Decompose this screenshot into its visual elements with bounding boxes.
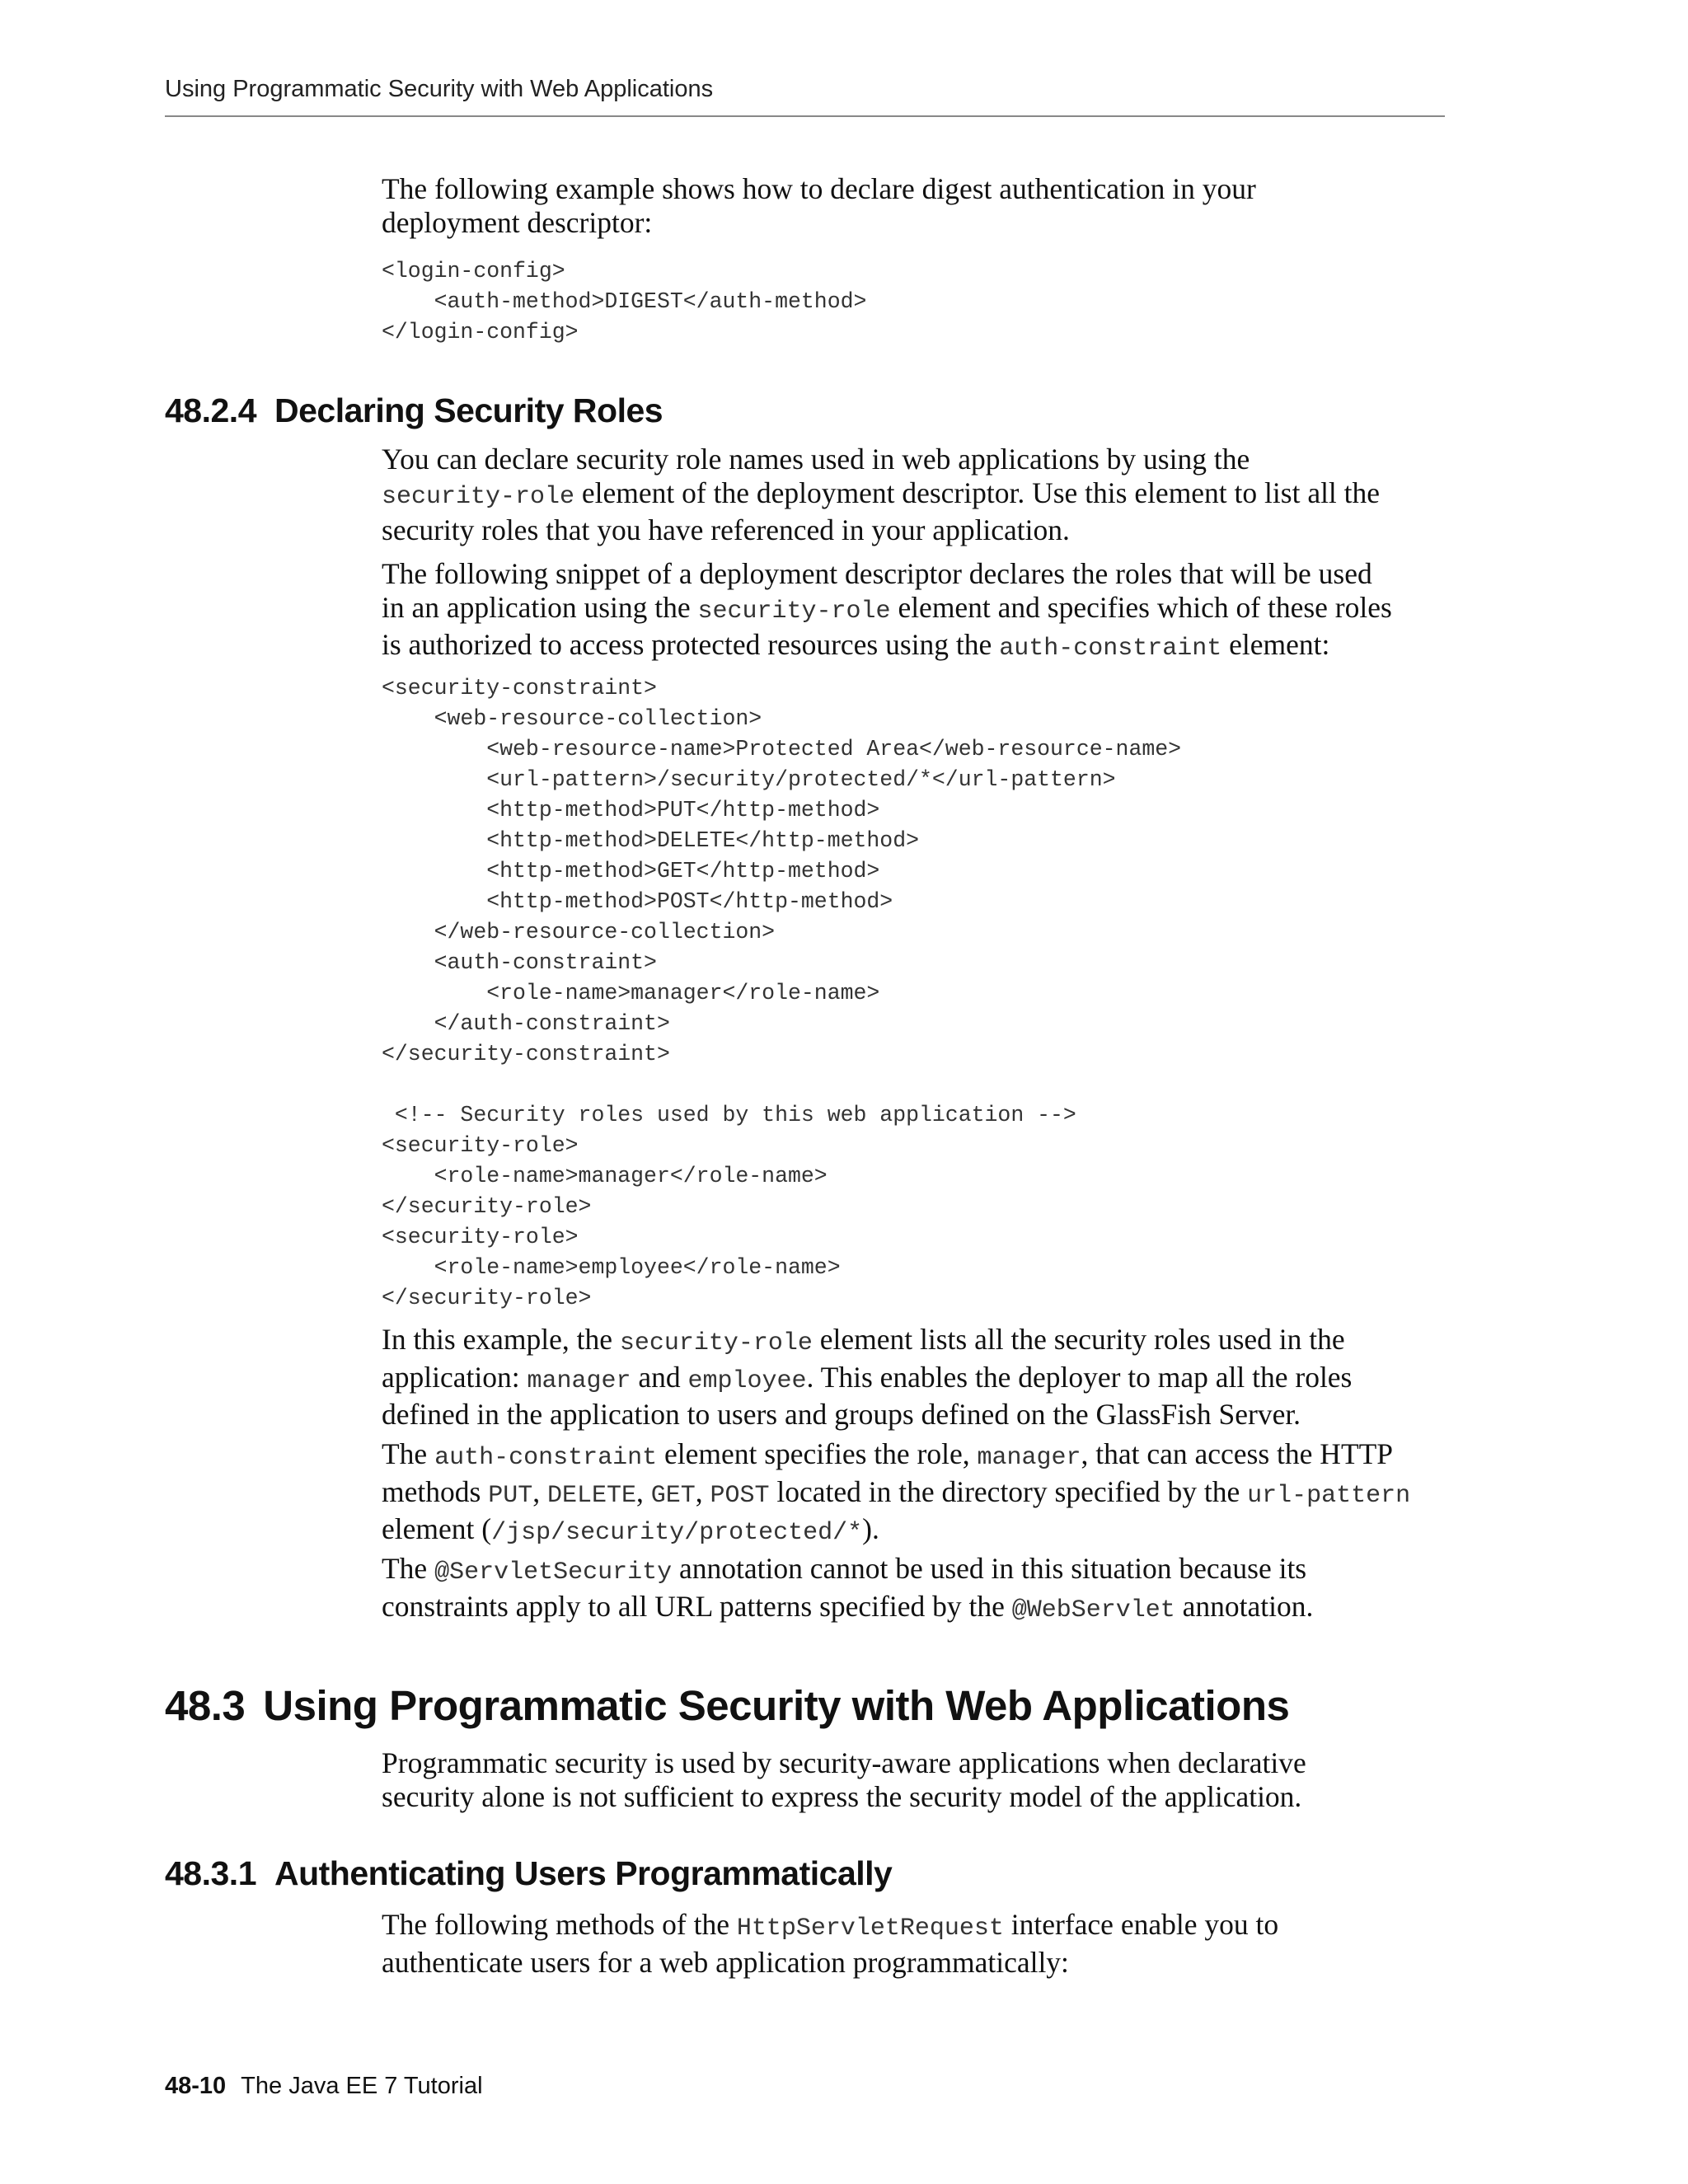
paragraph-digest-intro: The following example shows how to declare digest authentication in your deployment descriptor: [382,172,1256,239]
inline-code: HttpServletRequest [736,1915,1004,1943]
inline-code: manager [527,1366,631,1395]
inline-code: employee [687,1366,807,1395]
inline-code: GET [650,1481,696,1510]
section-heading-48-3: 48.3 Using Programmatic Security with Web Applications [165,1682,1290,1729]
inline-code: DELETE [546,1481,636,1510]
paragraph-security-roles-2: The following snippet of a deployment descriptor declares the roles that will be used in an application using the security-role element and specifies which of these roles is authorized to access protected resources using the auth-constraint element: [382,557,1392,663]
header-rule [165,115,1445,117]
inline-code: manager [977,1444,1081,1472]
paragraph-security-roles-1: You can declare security role names used in web applications by using the security-role element of the deployment descriptor. Use this element to list all the security roles that you have referenced in your application. [382,443,1381,546]
inline-code: url-pattern [1247,1481,1411,1510]
inline-code: security-role [697,597,891,626]
running-header: Using Programmatic Security with Web Applications [165,76,714,102]
inline-code: security-role [619,1329,813,1357]
paragraph-auth-constraint: The auth-constraint element specifies the role, manager, that can access the HTTP methods PUT, DELETE, GET, POST located in the directory specified by the url-pattern element (/jsp/security/protected/*). [382,1437,1411,1547]
paragraph-example-explanation: In this example, the security-role element lists all the security roles used in the application: manager and employee. This enables the deployer to map all the roles defined in the application to users and groups defined on the GlassFish Server. [382,1323,1353,1431]
page-footer [165,2073,483,2100]
inline-code: PUT [488,1481,533,1510]
inline-code: @WebServlet [1011,1596,1175,1624]
paragraph-programmatic-security: Programmatic security is used by security-aware applications when declarative security alone is not sufficient to express the security model of the application. [382,1746,1306,1813]
section-heading-48-2-4: 48.2.4 Declaring Security Roles [165,391,663,429]
inline-code: POST [710,1481,770,1510]
book-title: The Java EE 7 Tutorial [241,2073,483,2099]
paragraph-httpservletrequest-methods: The following methods of the HttpServletRequest interface enable you to authenticate users for a web application programmatically: [382,1908,1279,1979]
paragraph-servlet-security: The @ServletSecurity annotation cannot be used in this situation because its constraints apply to all URL patterns specified by the @WebServlet annotation. [382,1552,1314,1624]
inline-code: @ServletSecurity [434,1558,673,1586]
inline-code: security-role [382,482,575,511]
inline-code: /jsp/security/protected/* [491,1519,863,1547]
inline-code: auth-constraint [999,635,1222,663]
inline-code: auth-constraint [434,1444,658,1472]
code-security-constraint: <security-constraint> <web-resource-collection> <web-resource-name>Protected Area</web-resource-name> <url-pattern>/security/protected/*</url-pattern> <http-method>PUT</http-method> <http-method>DELETE</http-method> <http-method>GET</http-method> <http-method>POST</http-method> </web-resource-collection> <auth-constraint> <role-name>manager</role-name> </auth-constraint> </security-constraint> <!-- Security roles used by this web application --> <security-role> <role-name>manager</role-name> </security-role> <security-role> <role-name>employee</role-name> </security-role> [382,676,1182,1310]
code-login-config: <login-config> <auth-method>DIGEST</auth-method> </login-config> [382,259,867,344]
section-heading-48-3-1: 48.3.1 Authenticating Users Programmatically [165,1854,893,1892]
page-number: 48-10 [165,2073,227,2099]
